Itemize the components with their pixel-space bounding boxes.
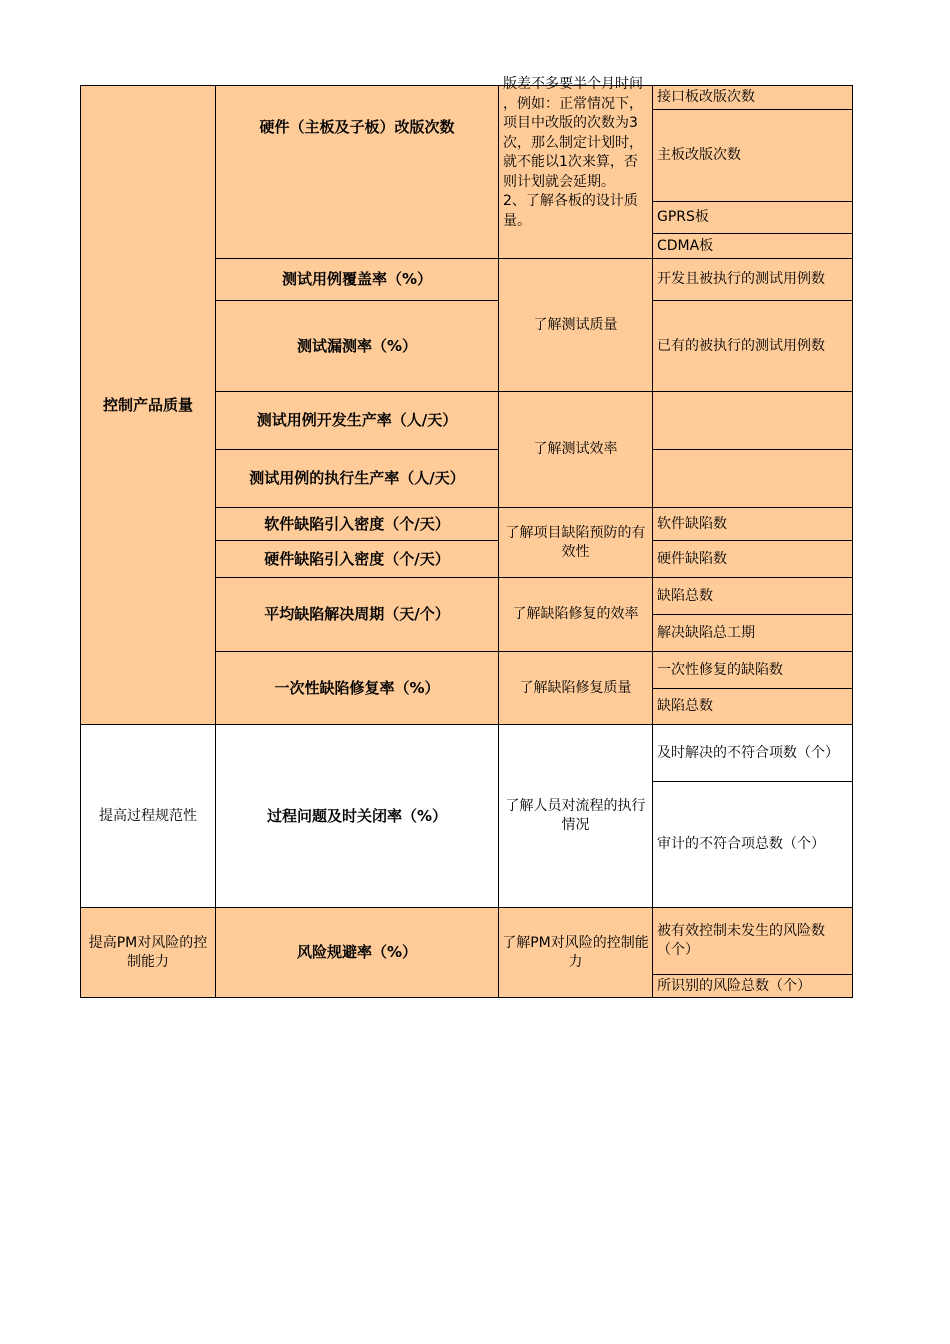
data-item-cell — [652, 449, 853, 508]
purpose-line: 次，那么制定计划时， — [503, 134, 643, 151]
goal-cell: 控制产品质量 — [80, 85, 216, 725]
data-item-cell: 缺陷总数 — [652, 688, 853, 725]
metric-cell: 平均缺陷解决周期（天/个） — [215, 577, 499, 652]
data-item-cell: 缺陷总数 — [652, 577, 853, 615]
data-item-cell — [652, 391, 853, 450]
purpose-cell: 了解测试质量 — [498, 258, 653, 392]
data-item-cell: 审计的不符合项总数（个） — [652, 781, 853, 908]
metric-cell: 测试漏测率（%） — [215, 300, 499, 392]
metric-cell: 硬件（主板及子板）改版次数 — [215, 85, 499, 259]
metric-cell: 测试用例覆盖率（%） — [215, 258, 499, 301]
metric-cell: 测试用例开发生产率（人/天） — [215, 391, 499, 450]
purpose-line: 量。 — [503, 212, 531, 229]
purpose-line: 就不能以1次来算，否 — [503, 154, 638, 170]
purpose-text — [503, 75, 643, 231]
metric-cell: 硬件缺陷引入密度（个/天） — [215, 540, 499, 578]
data-item-cell: 一次性修复的缺陷数 — [652, 651, 853, 689]
purpose-cell — [498, 76, 653, 259]
purpose-cell: 了解缺陷修复质量 — [498, 651, 653, 725]
metric-cell: 一次性缺陷修复率（%） — [215, 651, 499, 725]
data-item-cell: GPRS板 — [652, 201, 853, 234]
purpose-line: ，例如：正常情况下， — [503, 95, 643, 112]
purpose-cell: 了解测试效率 — [498, 391, 653, 508]
data-item-cell: 被有效控制未发生的风险数（个） — [652, 907, 853, 975]
data-item-cell: 所识别的风险总数（个） — [652, 974, 853, 998]
purpose-cell: 了解项目缺陷预防的有效性 — [498, 507, 653, 578]
data-item-cell: CDMA板 — [652, 233, 853, 259]
data-item-cell: 软件缺陷数 — [652, 507, 853, 541]
purpose-line: 则计划就会延期。 — [503, 173, 615, 190]
data-item-cell: 已有的被执行的测试用例数 — [652, 300, 853, 392]
metric-cell: 风险规避率（%） — [215, 907, 499, 998]
purpose-cell: 了解人员对流程的执行情况 — [498, 724, 653, 908]
metric-cell: 软件缺陷引入密度（个/天） — [215, 507, 499, 541]
data-item-cell: 主板改版次数 — [652, 109, 853, 202]
purpose-line: 项目中改版的次数为3 — [503, 115, 638, 131]
metric-cell: 过程问题及时关闭率（%） — [215, 724, 499, 908]
goal-cell: 提高PM对风险的控制能力 — [80, 907, 216, 998]
data-item-cell: 开发且被执行的测试用例数 — [652, 258, 853, 301]
metric-cell: 测试用例的执行生产率（人/天） — [215, 449, 499, 508]
data-item-cell: 及时解决的不符合项数（个） — [652, 724, 853, 782]
data-item-cell: 硬件缺陷数 — [652, 540, 853, 578]
purpose-line: 版差不多要半个月时间 — [503, 76, 643, 92]
purpose-line: 2、了解各板的设计质 — [503, 193, 638, 209]
purpose-cell: 了解缺陷修复的效率 — [498, 577, 653, 652]
purpose-cell: 了解PM对风险的控制能力 — [498, 907, 653, 998]
data-item-cell: 接口板改版次数 — [652, 85, 853, 110]
data-item-cell: 解决缺陷总工期 — [652, 614, 853, 652]
goal-cell: 提高过程规范性 — [80, 724, 216, 908]
